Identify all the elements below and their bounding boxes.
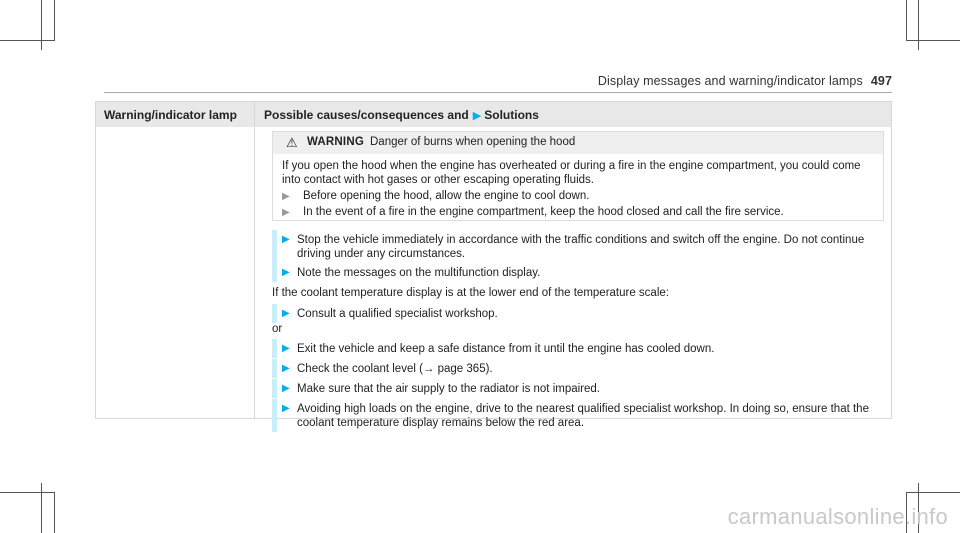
warning-title: Danger of burns when opening the hood [370, 136, 576, 148]
arrow-right-icon: ▶ [282, 267, 290, 278]
warning-bullet-text: In the event of a fire in the engine compartment, keep the hood closed and call the fire service. [303, 206, 784, 218]
step-text: Exit the vehicle and keep a safe distance from it until the engine has cooled down. [297, 343, 715, 355]
crop-mark [41, 483, 42, 533]
arrow-right-icon: ▶ [282, 403, 290, 414]
warning-bullet [282, 206, 784, 218]
crop-mark [0, 492, 54, 493]
arrow-right-icon: ▶ [282, 308, 290, 319]
crop-mark [54, 492, 55, 533]
crop-mark [54, 0, 55, 41]
crop-mark [918, 0, 919, 50]
arrow-right-icon: ▶ [282, 191, 290, 202]
step-bar [272, 339, 277, 358]
watermark: carmanualsonline.info [727, 504, 948, 529]
step-text: Make sure that the air supply to the radiator is not impaired. [297, 383, 600, 395]
column-divider [254, 102, 255, 418]
or-text: or [272, 323, 283, 335]
header-title: Display messages and warning/indicator lamps [597, 74, 863, 88]
step-text: Stop the vehicle immediately in accordance with the traffic conditions and switch off the engine. Do not continue driving under any circumstances. [297, 234, 865, 260]
arrow-right-icon: ▶ [282, 207, 290, 218]
running-header [598, 74, 892, 88]
step-text: Avoiding high loads on the engine, drive to the nearest qualified specialist workshop. In doing so, ensure that the coolant temperature display remains below the red area. [297, 403, 869, 429]
step-text: Check the coolant level (→ page 365). [297, 363, 493, 375]
step-bar [272, 263, 277, 282]
crop-mark [0, 40, 54, 41]
step-text: Note the messages on the multifunction display. [297, 267, 541, 279]
warning-triangle-icon: ⚠ [286, 135, 298, 150]
warning-bullet [282, 190, 590, 202]
step-bar [272, 359, 277, 378]
warning-label: WARNING [307, 136, 364, 148]
warning-box [272, 131, 884, 221]
arrow-right-icon: ▶ [282, 343, 290, 354]
arrow-right-icon: ▶ [472, 110, 482, 122]
step-bar [272, 230, 277, 263]
header-rule [104, 92, 892, 93]
warning-bar [273, 132, 883, 154]
crop-mark [906, 492, 960, 493]
warning-bullet-text: Before opening the hood, allow the engine to cool down. [303, 190, 590, 202]
condition-text: If the coolant temperature display is at the lower end of the temperature scale: [272, 287, 669, 299]
step-bar [272, 379, 277, 398]
crop-mark [41, 0, 42, 50]
crop-mark [906, 40, 960, 41]
table-header [96, 102, 891, 127]
arrow-right-icon: ▶ [282, 363, 290, 374]
step-bar [272, 304, 277, 323]
column-header-lamp: Warning/indicator lamp [104, 108, 237, 122]
column-header-causes [264, 108, 539, 122]
arrow-right-icon: ▶ [282, 234, 290, 245]
warning-paragraph: If you open the hood when the engine has overheated or during a fire in the engine compartment, you could come into contact with hot gases or other escaping operating fluids. [282, 160, 861, 186]
column-header-causes-text: Possible causes/consequences and [264, 108, 469, 122]
page-number: 497 [870, 74, 892, 88]
column-header-solutions-text: Solutions [484, 108, 539, 122]
crop-mark [906, 0, 907, 41]
step-bar [272, 399, 277, 432]
warning-lamp-table [95, 101, 892, 429]
step-text: Consult a qualified specialist workshop. [297, 308, 498, 320]
arrow-right-icon: ▶ [282, 383, 290, 394]
